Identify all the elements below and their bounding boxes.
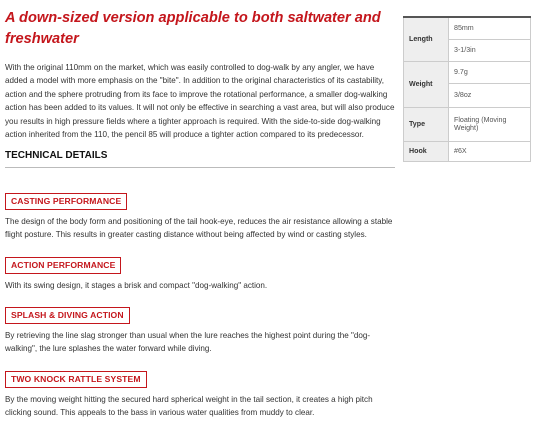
feature-body: By retrieving the line slag stronger than usual when the lure reaches the highest point during the "dog-walking", the lure splashes the water forward while diving.	[5, 331, 371, 354]
spec-row-weight	[404, 61, 531, 83]
spec-value-hook: #6X	[449, 141, 531, 161]
feature-body: By the moving weight hitting the secured hard spherical weight in the tail section, it creates a high pitch clicking sound. This appeals to the bass in various water qualities from muddy to clear.	[5, 395, 373, 418]
feature-label: CASTING PERFORMANCE	[5, 193, 127, 210]
spec-row-length	[404, 17, 531, 39]
feature-label: SPLASH & DIVING ACTION	[5, 307, 130, 324]
intro-paragraph: With the original 110mm on the market, which was easily controlled to dog-walk by any angler, we have added a model with more emphasis on the "bite". In addition to the original characteristics of its castability, action and the sphere protruding from its face to improve the rotational performance, a smaller dog-walking action has been added to its values. It will not only be effective in searching a vast area, but will also produce you results in high pressure fields where a tighter approach is required. With the side-to-side dog-walking action inherited from the 110, the pencil 85 will produce a tighter action compared to its predecessor.	[5, 63, 395, 140]
feature-body: The design of the body form and positioning of the tail hook-eye, reduces the air resistance allowing a stable flight posture. This results in greater casting distance without being affected by wind or casting styles.	[5, 217, 393, 240]
feature-action	[5, 255, 395, 292]
technical-details-heading: TECHNICAL DETAILS	[5, 149, 395, 168]
headline: A down-sized version applicable to both saltwater and freshwater	[5, 10, 381, 47]
product-description	[5, 8, 395, 168]
spec-key-hook: Hook	[404, 141, 449, 161]
spec-table	[403, 16, 531, 162]
feature-casting	[5, 191, 395, 242]
spec-value-length-in: 3-1/3in	[449, 39, 531, 61]
spec-key-weight: Weight	[404, 61, 449, 107]
spec-row-type	[404, 107, 531, 141]
feature-label: ACTION PERFORMANCE	[5, 257, 121, 274]
feature-rattle	[5, 369, 395, 420]
feature-label: TWO KNOCK RATTLE SYSTEM	[5, 371, 147, 388]
spec-key-length: Length	[404, 17, 449, 61]
feature-splash	[5, 305, 395, 356]
spec-value-weight-oz: 3/8oz	[449, 83, 531, 107]
spec-key-type: Type	[404, 107, 449, 141]
feature-body: With its swing design, it stages a brisk and compact "dog-walking" action.	[5, 281, 268, 290]
spec-value-weight-g: 9.7g	[449, 61, 531, 83]
spec-value-length-mm: 85mm	[449, 17, 531, 39]
spec-value-type: Floating (Moving Weight)	[449, 107, 531, 141]
spec-row-hook	[404, 141, 531, 161]
